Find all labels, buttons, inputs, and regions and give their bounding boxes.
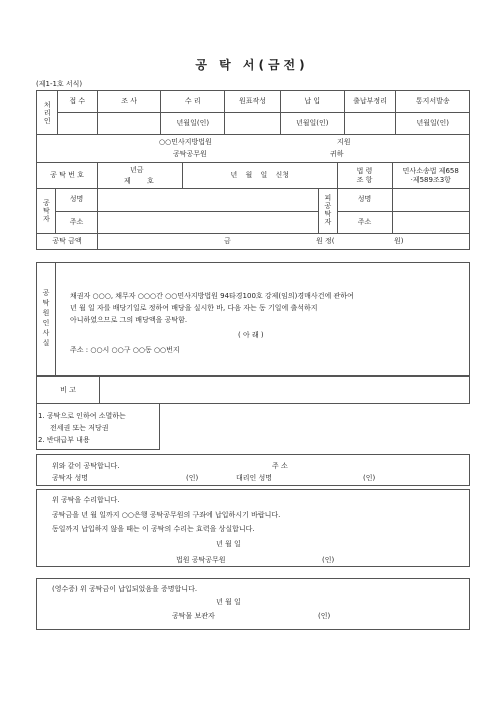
depositor-address-label: 주소 (69, 217, 84, 226)
amount-cell (98, 234, 470, 250)
header-cell: 접 수 (57, 91, 97, 113)
cause-label: 공탁원인사실 (42, 289, 50, 349)
header-cell: 원표작성 (225, 91, 281, 113)
court-official: 공탁공무원 (173, 150, 207, 158)
header-cell: 출납부정리 (344, 91, 396, 113)
header-cell: 수 리 (161, 91, 225, 113)
cause-line-1: 채권자 ○○○, 채무자 ○○○간 ○○민사지방법원 94타경100호 강제(임의)경매사건에 관하여 (70, 292, 354, 300)
page-title: 공 탁 서(금전) (195, 58, 309, 72)
amount-prefix: 금 (224, 237, 231, 245)
note-1b: 전세권 또는 저당권 (50, 424, 109, 432)
date-cell (97, 113, 161, 135)
date-cell (57, 113, 97, 135)
depositee-name-label: 성명 (337, 189, 392, 212)
remarks-row (36, 376, 470, 404)
deposit-number: 제 호 (124, 177, 154, 185)
date-cell (225, 113, 281, 135)
acceptance-seal: (인) (322, 556, 335, 564)
depositee-side-cell (318, 189, 337, 234)
receipt-date: 년 월 일 (216, 598, 241, 606)
cause-line-4: ( 아 래 ) (238, 331, 264, 339)
depositee-name-value (392, 189, 469, 212)
depositor-name-value (98, 189, 319, 212)
depositor-signature-label: 공탁자 성명 (52, 474, 89, 482)
depositee-address-label: 주소 (337, 211, 392, 234)
statement-address: 주 소 (272, 462, 288, 470)
depositor-name-label: 성명 (56, 189, 97, 212)
processing-table (36, 90, 470, 135)
depositor-block (37, 189, 98, 234)
acceptance-line-1: 위 공탁을 수리합니다. (52, 496, 120, 504)
acceptance-line-2: 공탁금을 년 월 일까지 ○○은행 공탁공무원의 구좌에 납입하시기 바랍니다. (52, 511, 281, 519)
processing-side-label: 처리인 (37, 91, 58, 135)
amount-label: 공탁 금액 (37, 234, 98, 250)
court-cell (37, 135, 470, 163)
law-value: 민사소송법 제658 ·제589조3항 (392, 163, 469, 189)
cause-line-5: 주소 : ○○시 ○○구 ○○동 ○○번지 (70, 346, 180, 354)
deposit-year: 년금 (130, 166, 144, 174)
application-date: 년 월 일 신청 (183, 163, 338, 189)
deposit-form-table (36, 134, 470, 250)
amount-won: 원 정( (316, 237, 335, 245)
remarks-label: 비 고 (60, 386, 76, 394)
receipt-keeper: 공탁물 보관자 (172, 612, 215, 620)
acceptance-line-3: 동일까지 납입하지 않을 때는 이 공탁의 수리는 효력을 상실합니다. (52, 525, 255, 533)
depositor-seal: (인) (186, 474, 199, 482)
cause-side-cell (36, 262, 56, 376)
header-cell: 납 입 (280, 91, 344, 113)
court-branch: 지원 (337, 138, 351, 146)
note-1a: 1. 공탁으로 인하여 소멸하는 (38, 412, 126, 420)
receipt-seal: (인) (318, 612, 331, 620)
agent-signature-label: 대리인 성명 (236, 474, 273, 482)
receipt-line-1: (영수증) 위 공탁금이 납입되었음을 증명합니다. (52, 585, 198, 593)
cause-line-2: 년 월 일 자를 배당기일로 정하여 배당을 실시한 바, 다음 자는 동 기일에 출석하지 (70, 304, 318, 312)
statement-line: 위와 같이 공탁합니다. (52, 462, 120, 470)
header-cell: 통지서발송 (396, 91, 470, 113)
note-2: 2. 반대급부 내용 (38, 436, 90, 444)
date-cell: 년월일(인) (161, 113, 225, 135)
amount-won-close: 원) (394, 237, 404, 245)
deposit-no-cell (98, 163, 183, 189)
court-addressee: 귀하 (330, 150, 344, 158)
date-cell (344, 113, 396, 135)
court-name: ○○민사지방법원 (159, 138, 212, 146)
acceptance-official: 법원 공탁공무원 (176, 556, 226, 564)
agent-seal: (인) (363, 474, 376, 482)
cause-line-3: 아니하였으므로 그의 배당액을 공탁함. (70, 316, 188, 324)
acceptance-date: 년 월 일 (216, 540, 241, 548)
depositee-label: 피공탁자 (323, 193, 332, 226)
depositor-address-value (98, 211, 319, 234)
form-code: (제1-1호 서식) (36, 80, 83, 88)
header-cell: 조 사 (97, 91, 161, 113)
date-cell: 년월일(인) (396, 113, 470, 135)
depositor-label: 공탁자 (42, 199, 51, 223)
law-label: 법 령 조 항 (337, 163, 392, 189)
depositee-address-value (392, 211, 469, 234)
deposit-no-label: 공 탁 번 호 (37, 163, 98, 189)
remarks-label-cell (36, 376, 100, 404)
date-cell: 년월일(인) (280, 113, 344, 135)
